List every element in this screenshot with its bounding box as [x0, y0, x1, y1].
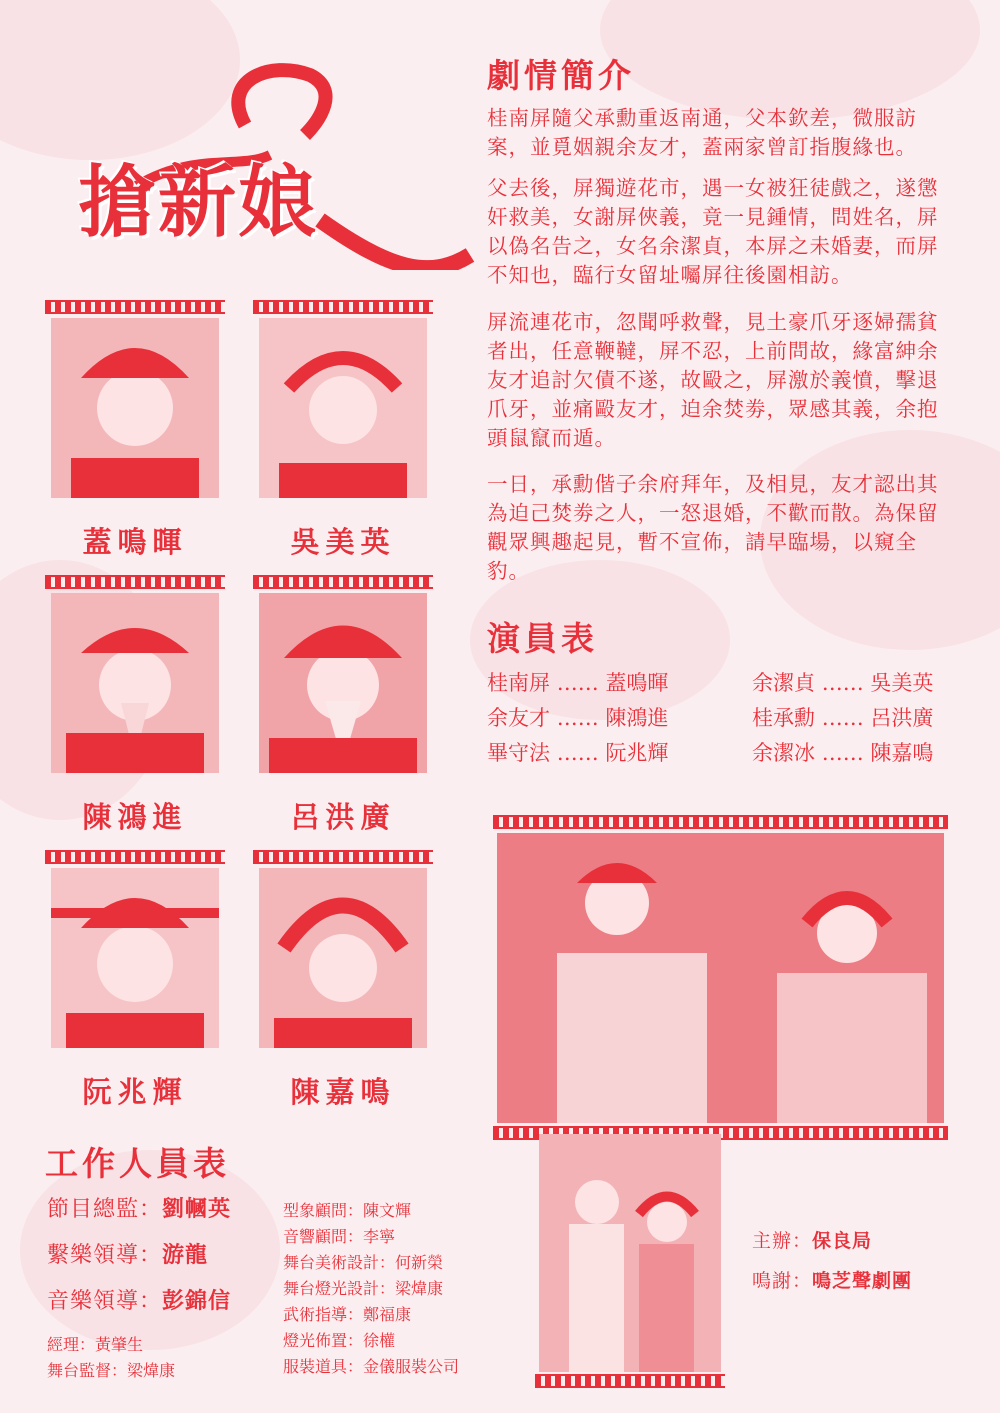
- photo-frame-4: [253, 575, 433, 783]
- credit-value: 保良局: [812, 1230, 873, 1252]
- synopsis-paragraph: 父去後，屏獨遊花市，遇一女被狂徒戲之，遂懲奸救美，女謝屏俠義，竟一見鍾情，問姓名，屏以偽名告之，女名余潔貞，本屏之未婚妻，而屏不知也，臨行女留址囑屏往後園相訪。: [487, 176, 939, 287]
- staff-name: 梁煒康: [127, 1361, 176, 1380]
- cast-portrait: [51, 318, 219, 498]
- cast-portrait: [51, 868, 219, 1048]
- photo-frame-3: [45, 575, 225, 783]
- staff-minor-row: [47, 1332, 143, 1355]
- cast-actor: 吳美英: [870, 671, 934, 695]
- staff-name: 何新榮: [395, 1253, 444, 1272]
- staff-minor-row: [47, 1358, 175, 1381]
- staff-main-row: [47, 1238, 208, 1269]
- staff-name: 陳文輝: [363, 1201, 412, 1220]
- cast-role: 余潔貞: [752, 671, 815, 695]
- credit-label: 主辦：: [752, 1230, 813, 1252]
- staff-right-row: [283, 1354, 459, 1377]
- staff-label: 燈光佈置：: [283, 1331, 364, 1350]
- synopsis-heading: 劇情簡介: [487, 56, 635, 95]
- frame-border: [253, 850, 433, 864]
- cast-row: [752, 667, 933, 697]
- cast-role: 畢守法: [487, 741, 550, 765]
- cast-row: [487, 737, 668, 767]
- synopsis-paragraph: 桂南屏隨父承勳重返南通，父本欽差，微服訪案，並覓姻親余友才，蓋兩家曾訂指腹緣也。: [487, 106, 917, 159]
- cast-separator: ……: [821, 706, 864, 730]
- staff-name: 梁煒康: [395, 1279, 444, 1298]
- stage-photo-small: [539, 1134, 721, 1372]
- frame-border: [253, 575, 433, 589]
- cast-separator: ……: [821, 671, 864, 695]
- staff-label: 武術指導：: [283, 1305, 364, 1324]
- background-cloud: [600, 0, 980, 120]
- cast-photo-name: 陳嘉鳴: [290, 1075, 396, 1109]
- staff-label: 舞台燈光設計：: [283, 1279, 396, 1298]
- staff-right-row: [283, 1224, 395, 1247]
- cast-separator: ……: [821, 741, 864, 765]
- cast-role: 桂南屏: [487, 671, 550, 695]
- frame-border: [45, 850, 225, 864]
- synopsis-paragraph: 屏流連花市，忽聞呼救聲，見土豪爪牙逐婦孺貧者出，任意鞭韃，屏不忍，上前問故，緣富紳余友才追討欠債不遂，故毆之，屏激於義憤，擊退爪牙，並痛毆友才，迫余焚劵，眾感其義，余抱頭鼠竄而遁。: [487, 310, 939, 450]
- cast-role: 余友才: [487, 706, 550, 730]
- frame-border: [535, 1374, 725, 1388]
- cast-photo-name: 陳鴻進: [82, 800, 188, 834]
- cast-portrait: [51, 593, 219, 773]
- cast-role: 余潔冰: [752, 741, 815, 765]
- cast-actor: 呂洪廣: [870, 706, 934, 730]
- cast-row: [752, 702, 933, 732]
- staff-main-row: [47, 1192, 231, 1223]
- frame-border: [45, 575, 225, 589]
- staff-label: 舞台監督：: [47, 1361, 128, 1380]
- staff-name: 黃肇生: [95, 1335, 144, 1354]
- cast-role: 桂承勳: [752, 706, 815, 730]
- staff-label: 繫樂領導：: [47, 1243, 163, 1268]
- staff-label: 舞台美術設計：: [283, 1253, 396, 1272]
- staff-label: 型象顧問：: [283, 1201, 364, 1220]
- organizer-credit: [752, 1226, 872, 1253]
- stage-photo-frame-small: [535, 1130, 725, 1388]
- staff-label: 節目總監：: [47, 1197, 163, 1222]
- cast-row: [752, 737, 933, 767]
- cast-separator: ……: [556, 671, 599, 695]
- page-title: 搶新娘: [78, 157, 319, 248]
- staff-name: 李寧: [363, 1227, 396, 1246]
- credit-value: 鳴芝聲劇團: [812, 1270, 913, 1292]
- cast-actor: 蓋鳴暉: [605, 671, 669, 695]
- staff-name: 鄭福康: [363, 1305, 412, 1324]
- thanks-credit: [752, 1266, 912, 1293]
- staff-name: 彭錦信: [162, 1288, 232, 1314]
- cast-row: [487, 702, 668, 732]
- staff-right-row: [283, 1276, 443, 1299]
- staff-name: 金儀服裝公司: [363, 1357, 460, 1376]
- staff-right-row: [283, 1328, 395, 1351]
- cast-portrait: [259, 318, 427, 498]
- staff-name: 游龍: [162, 1242, 209, 1268]
- cast-list-heading: 演員表: [487, 619, 598, 658]
- cast-photo-name: 呂洪廣: [290, 800, 396, 834]
- photo-frame-2: [253, 300, 433, 508]
- staff-heading: 工作人員表: [45, 1144, 230, 1183]
- stage-photo: [497, 833, 944, 1123]
- frame-border: [253, 300, 433, 314]
- staff-right-row: [283, 1198, 411, 1221]
- cast-photo-name: 阮兆輝: [82, 1075, 188, 1109]
- staff-label: 音響顧問：: [283, 1227, 364, 1246]
- synopsis-paragraph: 一日，承勳偕子余府拜年，及相見，友才認出其為迫己焚劵之人，一怒退婚，不歡而散。為保留觀眾興趣起見，暫不宣佈，請早臨場，以窺全豹。: [487, 472, 939, 583]
- cast-row: [487, 667, 668, 697]
- frame-border: [493, 815, 948, 829]
- cast-separator: ……: [556, 706, 599, 730]
- stage-photo-frame: [493, 815, 948, 1140]
- staff-name: 劉幗英: [162, 1196, 232, 1222]
- staff-label: 經理：: [47, 1335, 96, 1354]
- credit-label: 鳴謝：: [752, 1270, 813, 1292]
- staff-label: 音樂領導：: [47, 1289, 163, 1314]
- frame-border: [45, 300, 225, 314]
- cast-portrait: [259, 868, 427, 1048]
- staff-label: 服裝道具：: [283, 1357, 364, 1376]
- cast-photo-name: 蓋鳴暉: [82, 525, 188, 559]
- cast-actor: 阮兆輝: [605, 741, 669, 765]
- cast-actor: 陳嘉鳴: [870, 741, 934, 765]
- photo-frame-5: [45, 850, 225, 1058]
- photo-frame-6: [253, 850, 433, 1058]
- cast-separator: ……: [556, 741, 599, 765]
- staff-right-row: [283, 1250, 443, 1273]
- cast-portrait: [259, 593, 427, 773]
- cast-photo-name: 吳美英: [290, 525, 396, 559]
- staff-right-row: [283, 1302, 411, 1325]
- cast-actor: 陳鴻進: [605, 706, 669, 730]
- photo-frame-1: [45, 300, 225, 508]
- staff-name: 徐權: [363, 1331, 396, 1350]
- staff-main-row: [47, 1284, 231, 1315]
